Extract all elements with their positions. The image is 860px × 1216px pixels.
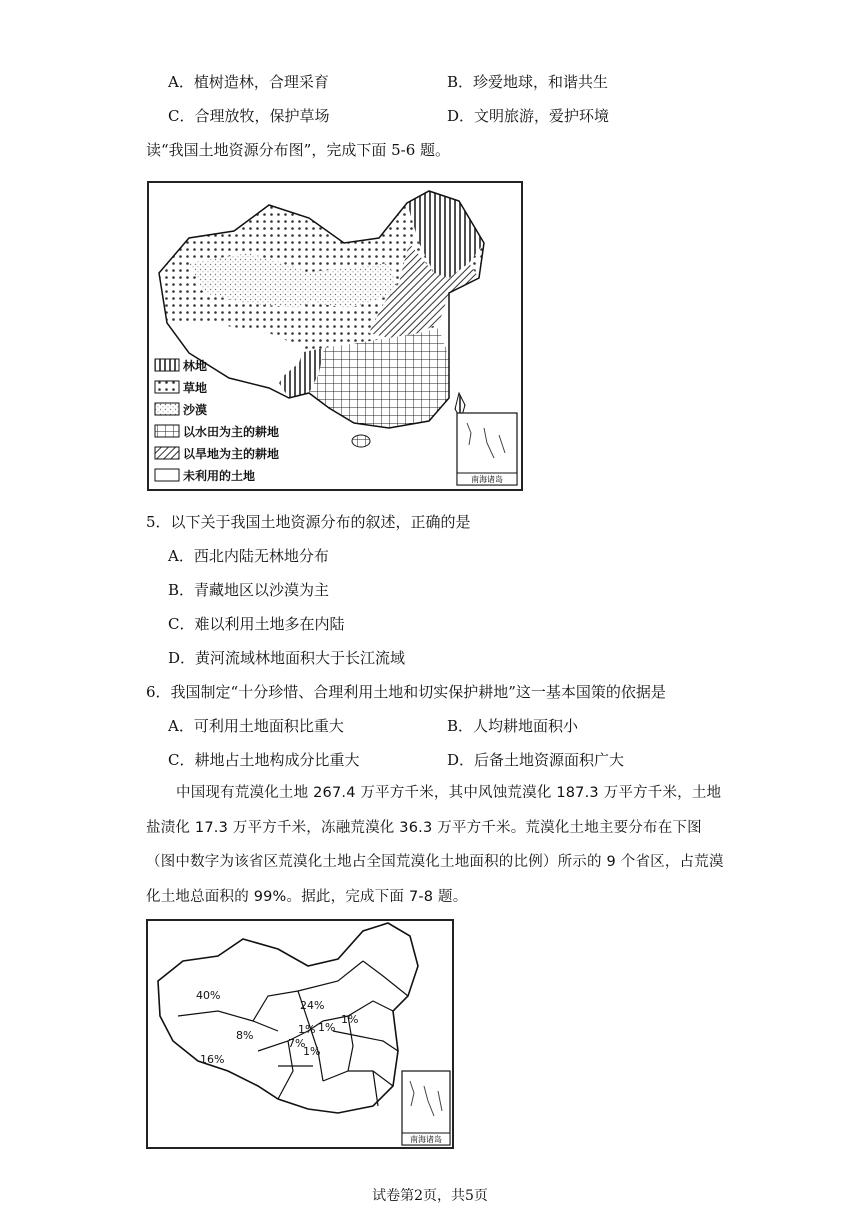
- map2-labels: [196, 989, 358, 1066]
- province-outlines: [158, 923, 418, 1113]
- label-inner-mongolia: 24%: [300, 999, 325, 1012]
- q6-option-a: A．可利用土地面积比重大: [168, 717, 344, 735]
- desertification-map-drawing: [148, 921, 452, 1147]
- passage-7-8: 中国现有荒漠化土地 267.4 万平方千米，其中风蚀荒漠化 187.3 万平方千米，土地盐渍化 17.3 万平方千米，冻融荒漠化 36.3 万平方千米。荒漠化土地主要分布在下图（图中数字为该省区荒漠化土地占全国荒漠化土地面积的比例）所示的 9 个省区，占荒漠化土地总面积的 99%。据此，完成下面 7-8 题。: [146, 785, 724, 905]
- q5-stem: 5．以下关于我国土地资源分布的叙述，正确的是: [146, 513, 471, 531]
- q4-option-c: C．合理放牧，保护草场: [168, 107, 330, 125]
- q6-stem: 6．我国制定“十分珍惜、合理利用土地和切实保护耕地”这一基本国策的依据是: [146, 683, 666, 701]
- intro-5-6: 读“我国土地资源分布图”，完成下面 5-6 题。: [146, 141, 451, 159]
- label-xinjiang: 40%: [196, 989, 221, 1002]
- map1-inset: [457, 413, 517, 485]
- legend-paddy-swatch: [155, 425, 179, 437]
- q4-option-a: A．植树造林，合理采育: [168, 73, 329, 91]
- land-resource-map-drawing: [149, 183, 521, 489]
- label-ningxia: 1%: [298, 1023, 316, 1036]
- q5-option-b: B．青藏地区以沙漠为主: [168, 581, 330, 599]
- legend-forest: 林地: [183, 359, 208, 373]
- q5-option-a: A．西北内陆无林地分布: [168, 547, 329, 565]
- q6-option-b: B．人均耕地面积小: [447, 717, 579, 735]
- legend-unused: 未利用的土地: [183, 469, 256, 483]
- legend-unused-swatch: [155, 469, 179, 481]
- legend-dryland: 以旱地为主的耕地: [183, 447, 280, 461]
- label-tibet: 16%: [200, 1053, 225, 1066]
- legend-desert-swatch: [155, 403, 179, 415]
- map1-inset-label: 南海诸岛: [471, 475, 503, 484]
- legend-desert: 沙漠: [183, 403, 208, 417]
- land-resource-map: [147, 181, 523, 491]
- q5-option-d: D．黄河流域林地面积大于长江流域: [168, 649, 406, 667]
- legend-paddy: 以水田为主的耕地: [183, 425, 280, 439]
- legend-grass: 草地: [183, 381, 208, 395]
- q6-option-c: C．耕地占土地构成分比重大: [168, 751, 360, 769]
- label-qinghai: 8%: [236, 1029, 254, 1042]
- legend-forest-swatch: [155, 359, 179, 371]
- q4-option-d: D．文明旅游，爱护环境: [447, 107, 610, 125]
- q6-option-d: D．后备土地资源面积广大: [447, 751, 625, 769]
- page-footer: 试卷第2页，共5页: [372, 1188, 488, 1204]
- map-regions: [159, 191, 484, 447]
- q5-option-c: C．难以利用土地多在内陆: [168, 615, 345, 633]
- map2-inset-label: 南海诸岛: [410, 1135, 442, 1144]
- desertification-map: [146, 919, 454, 1149]
- label-hebei: 1%: [341, 1013, 359, 1026]
- q4-option-b: B．珍爱地球，和谐共生: [447, 73, 609, 91]
- legend-dryland-swatch: [155, 447, 179, 459]
- label-gansu: 7%: [288, 1037, 306, 1050]
- map2-inset: [402, 1071, 450, 1145]
- label-shaanxi: 1%: [318, 1021, 336, 1034]
- label-sichuan: 1%: [303, 1045, 321, 1058]
- legend-grass-swatch: [155, 381, 179, 393]
